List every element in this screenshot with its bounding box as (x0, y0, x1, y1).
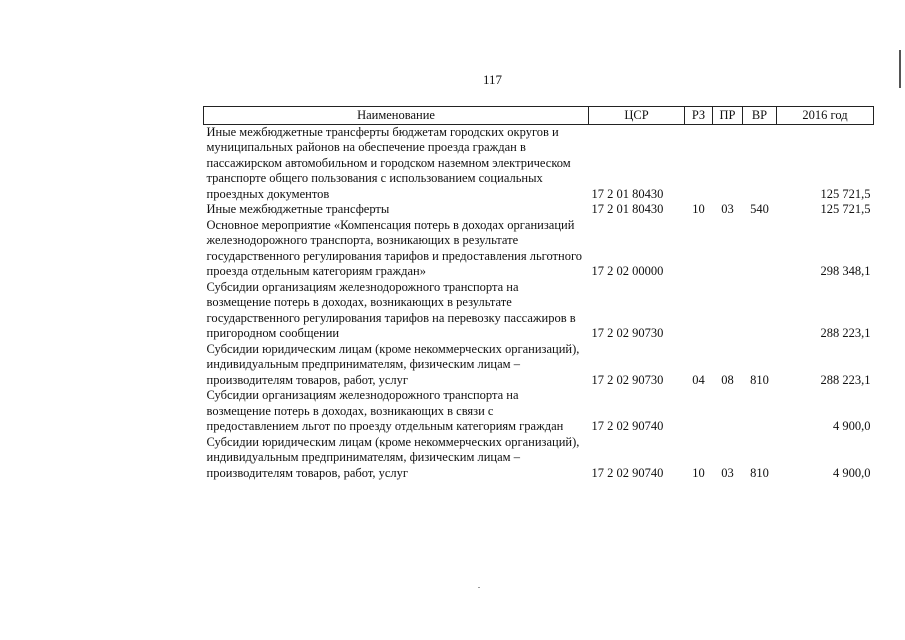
row-pr (713, 218, 743, 280)
table-row (204, 342, 874, 389)
row-amount: 288 223,1 (820, 372, 871, 387)
budget-table (203, 106, 874, 481)
row-csr: 17 2 02 90740 (591, 419, 664, 433)
row-name: Субсидии организациям железнодорожного транспорта на возмещение потерь в доходах, возникающих в результате государственного регулирования тарифов на перевозку пассажиров в пригородном сообщении (206, 279, 576, 340)
row-vr (743, 388, 777, 435)
table-row (204, 202, 874, 218)
table-row (204, 280, 874, 342)
row-pr: 03 (721, 465, 734, 480)
row-csr: 17 2 02 90730 (591, 326, 664, 340)
row-name: Субсидии организациям железнодорожного транспорта на возмещение потерь в доходах, возникающих в связи с предоставлением льгот по проезду отдельным категориям граждан (206, 388, 564, 433)
row-vr (743, 280, 777, 342)
row-name: Субсидии юридическим лицам (кроме некоммерческих организаций), индивидуальным предпринимателям, физическим лицам – производителям товаров, работ, услуг (206, 434, 580, 480)
scan-speck (478, 587, 480, 588)
header-vr: ВР (743, 107, 777, 125)
row-name: Субсидии юридическим лицам (кроме некоммерческих организаций), индивидуальным предпринимателям, физическим лицам – производителям товаров, работ, услуг (206, 341, 580, 387)
table-row (204, 388, 874, 435)
row-csr: 17 2 02 00000 (591, 264, 664, 278)
row-vr: 810 (750, 372, 769, 387)
header-row (204, 107, 874, 125)
row-name: Иные межбюджетные трансферты бюджетам городских округов и муниципальных районов на обеспечение проезда граждан в пассажирском автомобильном и городском наземном электрическом транспорте общего пользования с использованием социальных проездных документов (206, 124, 571, 201)
row-csr: 17 2 02 90740 (591, 465, 664, 480)
row-rz (685, 124, 713, 202)
row-amount: 4 900,0 (833, 419, 871, 433)
row-csr: 17 2 01 80430 (591, 186, 664, 201)
row-amount: 298 348,1 (820, 264, 871, 278)
row-pr: 08 (721, 372, 734, 387)
table-row (204, 124, 874, 202)
table-row (204, 435, 874, 482)
header-csr: ЦСР (589, 107, 685, 125)
row-rz (685, 388, 713, 435)
row-rz: 10 (692, 202, 705, 216)
row-amount: 125 721,5 (820, 186, 871, 201)
row-vr: 810 (750, 465, 769, 480)
row-csr: 17 2 02 90730 (591, 372, 664, 387)
table-header (204, 107, 874, 125)
row-pr (713, 388, 743, 435)
row-rz (685, 218, 713, 280)
row-pr (713, 280, 743, 342)
header-pr: ПР (713, 107, 743, 125)
row-pr (713, 124, 743, 202)
row-amount: 4 900,0 (833, 465, 871, 480)
row-name: Иные межбюджетные трансферты (206, 202, 390, 216)
row-csr: 17 2 01 80430 (591, 202, 664, 216)
header-name: Наименование (204, 107, 589, 125)
row-vr: 540 (750, 202, 769, 216)
row-amount: 125 721,5 (820, 202, 871, 216)
row-rz: 04 (692, 372, 705, 387)
row-rz (685, 280, 713, 342)
row-name: Основное мероприятие «Компенсация потерь в доходах организаций железнодорожного транспорта, возникающих в результате государственного регулирования тарифов и предоставления льготного проезда отдельным категориям граждан» (206, 217, 583, 278)
row-amount: 288 223,1 (820, 326, 871, 340)
header-year: 2016 год (777, 107, 874, 125)
row-vr (743, 218, 777, 280)
row-rz: 10 (692, 465, 705, 480)
page-number: 117 (482, 72, 503, 87)
header-rz: РЗ (685, 107, 713, 125)
table-body (204, 124, 874, 481)
row-pr: 03 (721, 202, 734, 216)
table-row (204, 218, 874, 280)
row-vr (743, 124, 777, 202)
